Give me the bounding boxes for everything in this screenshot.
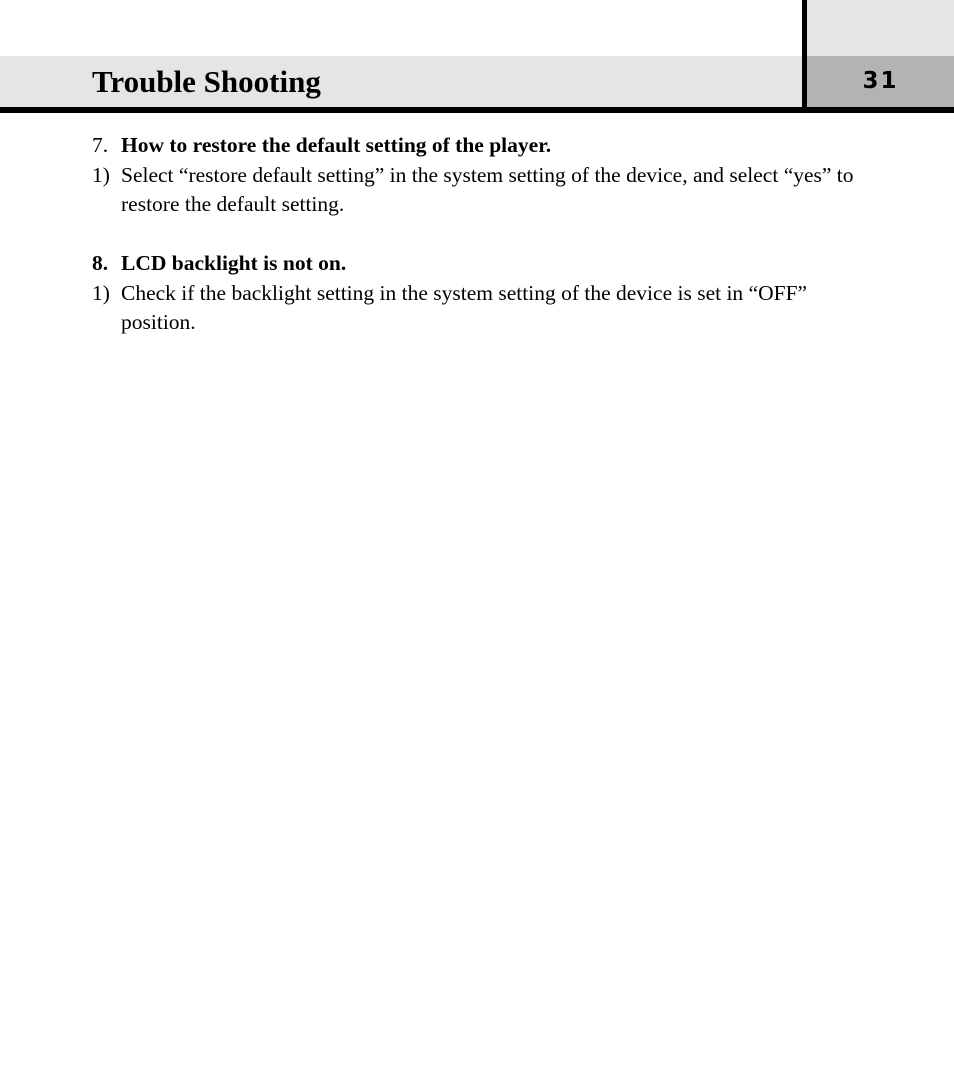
header-rule	[0, 107, 954, 113]
list-item	[92, 279, 882, 338]
page-tab-top	[807, 0, 954, 56]
section-number: 8.	[92, 251, 109, 275]
section-8	[92, 249, 882, 338]
page-number: 31	[862, 68, 899, 94]
page-content	[92, 131, 882, 367]
section-heading	[92, 249, 882, 279]
list-item-text: Check if the backlight setting in the system setting of the device is set in “OFF” position.	[121, 280, 808, 334]
list-item-number: 1)	[92, 280, 110, 305]
section-number: 7.	[92, 133, 109, 157]
list-item	[92, 161, 882, 220]
list-item-text: Select “restore default setting” in the system setting of the device, and select “yes” to restore the default setting.	[121, 162, 854, 216]
list-item-number: 1)	[92, 162, 110, 187]
section-heading-text: LCD backlight is not on.	[121, 251, 347, 275]
section-heading	[92, 131, 882, 161]
section-7	[92, 131, 882, 220]
page-title: Trouble Shooting	[92, 64, 321, 99]
section-heading-text: How to restore the default setting of the player.	[121, 133, 552, 157]
